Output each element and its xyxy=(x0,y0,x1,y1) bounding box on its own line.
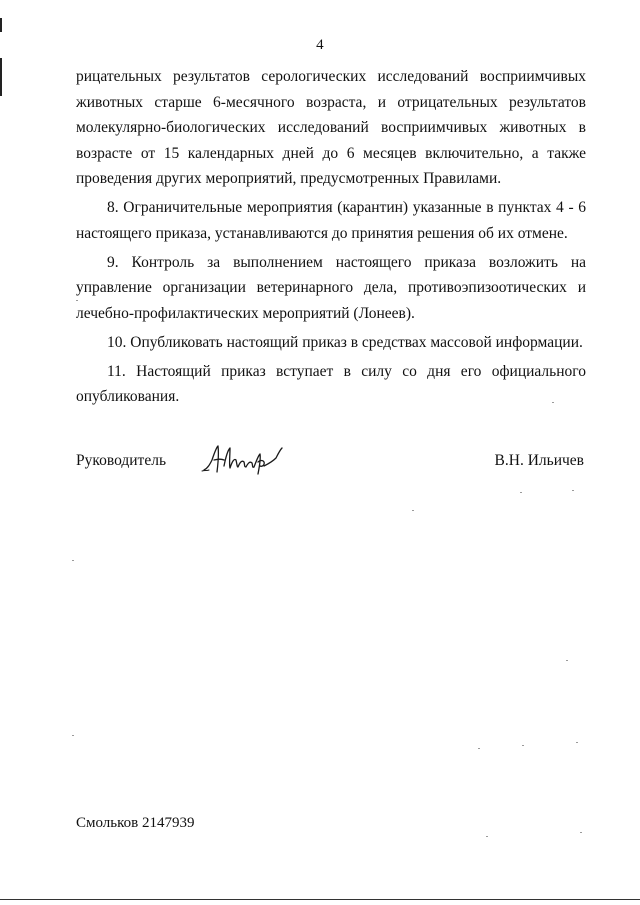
signatory-name: В.Н. Ильичев xyxy=(494,452,584,469)
scan-speck xyxy=(412,510,414,511)
executor-note: Смольков 2147939 xyxy=(76,815,195,831)
scan-speck xyxy=(580,832,582,833)
order-body xyxy=(76,64,586,413)
scan-edge-line xyxy=(0,899,640,900)
paragraph-continuation: рицательных результатов серологических исследований восприимчивых животных старше 6-месячного возраста, и отрицательных результатов молекулярно-биологических исследований восприимчивых животных в возрасте от 15 календарных дней до 6 месяцев включительно, а также проведения других мероприятий, предусмотренных Правилами. xyxy=(76,68,586,187)
paragraph-item-10: 10. Опубликовать настоящий приказ в средствах массовой информации. xyxy=(107,333,583,351)
margin-mark xyxy=(0,58,2,96)
scan-speck xyxy=(76,300,78,301)
scan-speck xyxy=(72,735,74,736)
scan-speck xyxy=(552,402,554,403)
page-number: 4 xyxy=(316,37,324,53)
scan-speck xyxy=(566,660,568,661)
scan-speck xyxy=(72,560,74,561)
margin-mark xyxy=(0,18,2,32)
scan-speck xyxy=(572,490,574,491)
scan-speck xyxy=(522,745,524,746)
scan-speck xyxy=(520,492,522,493)
paragraph-item-9: 9. Контроль за выполнением настоящего приказа возложить на управление организации ветеринарного дела, противоэпизоотических и лечебно-профилактических мероприятий (Лонеев). xyxy=(76,253,586,322)
scan-speck xyxy=(576,742,578,743)
signatory-role: Руководитель xyxy=(76,452,167,469)
signature-block xyxy=(76,440,584,480)
scan-speck xyxy=(486,836,488,837)
paragraph-item-8: 8. Ограничительные мероприятия (карантин) указанные в пунктах 4 - 6 настоящего приказа, устанавливаются до принятия решения об их отмене. xyxy=(76,199,586,242)
handwritten-signature xyxy=(200,440,292,476)
scan-speck xyxy=(478,748,480,749)
paragraph-item-11: 11. Настоящий приказ вступает в силу со дня его официального опубликования. xyxy=(76,362,586,405)
